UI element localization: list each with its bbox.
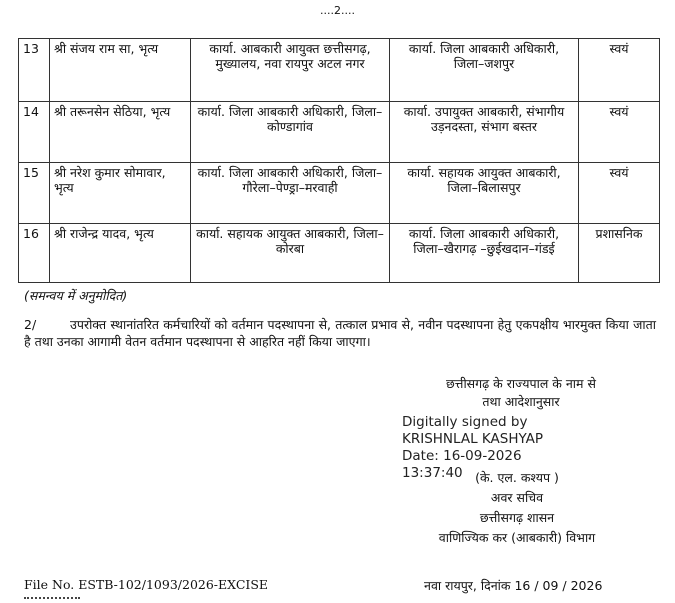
dsig-line-1: Digitally signed by [402,414,528,430]
dsig-line-3: Date: 16-09-2026 [402,448,522,464]
approval-note: (समन्वय में अनुमोदित) [24,288,128,303]
officer-name: (के. एल. कश्यप ) [475,470,559,485]
new-posting: कार्या. उपायुक्त आबकारी, संभागीय उड़नदस्ता, संभाग बस्तर [390,102,579,163]
serial-number: 15 [19,163,50,224]
dsig-line-2: KRISHNLAL KASHYAP [402,431,544,447]
transfer-type: स्वयं [579,39,660,102]
serial-number: 13 [19,39,50,102]
authority-line-1: छत्तीसगढ़ के राज्यपाल के नाम से [446,376,596,391]
table-row [19,163,660,224]
new-posting: कार्या. जिला आबकारी अधिकारी, जिला–खैरागढ़ –छुईखदान–गंडई [390,224,579,283]
current-posting: कार्या. सहायक आयुक्त आबकारी, जिला–कोरबा [191,224,390,283]
serial-number: 14 [19,102,50,163]
paragraph-text: उपरोक्त स्थानांतरित कर्मचारियों को वर्तमान पदस्थापना से, तत्काल प्रभाव से, नवीन पदस्थापना हेतु एकपक्षीय भारमुक्त किया जाता है तथा उनका आगामी वेतन वर्तमान पदस्थापना से आहरित नहीं किया जाएगा। [24,317,656,349]
new-posting: कार्या. सहायक आयुक्त आबकारी, जिला–बिलासपुर [390,163,579,224]
employee-name: श्री तरूनसेन सेठिया, भृत्य [50,102,191,163]
serial-number: 16 [19,224,50,283]
table-row [19,102,660,163]
employee-name: श्री संजय राम सा, भृत्य [50,39,191,102]
officer-department: वाणिज्यिक कर (आबकारी) विभाग [438,530,596,545]
paragraph-number: 2/ [24,317,37,332]
employee-name: श्री राजेन्द्र यादव, भृत्य [50,224,191,283]
divider [24,597,80,599]
file-number: File No. ESTB-102/1093/2026-EXCISE [24,577,269,592]
transfer-type: प्रशासनिक [579,224,660,283]
authority-line-2: तथा आदेशानुसार [482,394,560,409]
employee-name: श्री नरेश कुमार सोमावार, भृत्य [50,163,191,224]
transfer-type: स्वयं [579,102,660,163]
new-posting: कार्या. जिला आबकारी अधिकारी, जिला–जशपुर [390,39,579,102]
order-authority [396,375,646,411]
issue-date: नवा रायपुर, दिनांक 16 / 09 / 2026 [424,578,603,593]
table-row [19,224,660,283]
current-posting: कार्या. आबकारी आयुक्त छत्तीसगढ़, मुख्यालय, नवा रायपुर अटल नगर [191,39,390,102]
officer-government: छत्तीसगढ़ शासन [479,510,555,525]
transfer-type: स्वयं [579,163,660,224]
current-posting: कार्या. जिला आबकारी अधिकारी, जिला–कोण्डागांव [191,102,390,163]
page-number: ....2.... [320,4,355,17]
dsig-line-4: 13:37:40 [402,465,463,481]
order-paragraph [24,316,656,350]
table-row [19,39,660,102]
transfer-table [18,38,660,283]
current-posting: कार्या. जिला आबकारी अधिकारी, जिला–गौरेला–पेण्ड्रा–मरवाही [191,163,390,224]
officer-designation: अवर सचिव [490,490,544,505]
signing-officer [392,468,642,548]
